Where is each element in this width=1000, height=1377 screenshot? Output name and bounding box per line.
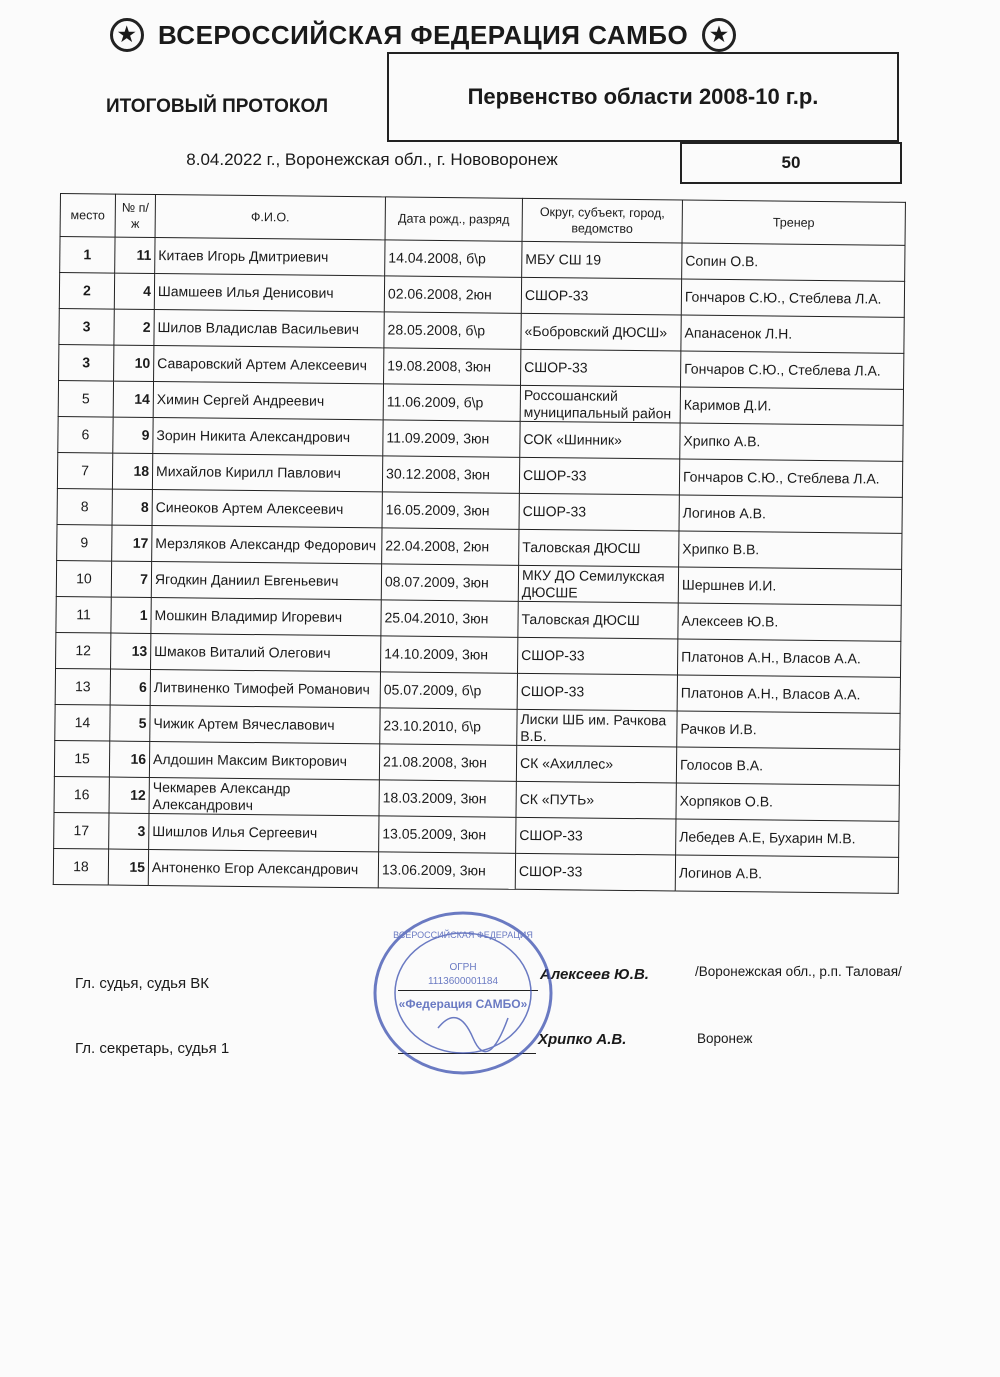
coach-cell: Логинов А.В.: [675, 855, 898, 893]
coach-cell: Гончаров С.Ю., Стеблева Л.А.: [681, 351, 904, 389]
chief-judge-name: Алексеев Ю.В.: [540, 966, 649, 983]
place-cell: 7: [57, 452, 112, 489]
organization-cell: Таловская ДЮСШ: [518, 601, 678, 639]
coach-cell: Хрипко А.В.: [680, 423, 903, 461]
place-cell: 15: [54, 740, 109, 777]
star-badge-icon: ★: [702, 18, 736, 52]
birth-rank-cell: 23.10.2010, б\р: [380, 708, 517, 745]
place-cell: 3: [59, 344, 114, 381]
athlete-name-cell: Шишлов Илья Сергеевич: [149, 813, 379, 851]
col-header-coach: Тренер: [682, 200, 905, 245]
participant-number-cell: 5: [110, 705, 150, 741]
athlete-name-cell: Саваровский Артем Алексеевич: [154, 345, 384, 383]
place-cell: 11: [56, 596, 111, 633]
event-title-box: [387, 52, 899, 142]
col-header-place: место: [60, 194, 115, 238]
organization-cell: СШОР-33: [515, 853, 675, 891]
athlete-name-cell: Чекмарев Александр Александрович: [149, 777, 379, 815]
athlete-name-cell: Алдошин Максим Викторович: [149, 741, 379, 779]
birth-rank-cell: 19.08.2008, 3юн: [384, 348, 521, 385]
athlete-name-cell: Михайлов Кирилл Павлович: [152, 453, 382, 491]
participant-number-cell: 7: [111, 561, 151, 597]
stamp-ogrn: 1113600001184: [427, 976, 499, 987]
participant-number-cell: 13: [111, 633, 151, 669]
participant-number-cell: 18: [112, 453, 152, 489]
birth-rank-cell: 14.04.2008, б\р: [385, 240, 522, 277]
participant-number-cell: 8: [112, 489, 152, 525]
participant-number-cell: 4: [114, 273, 154, 309]
coach-cell: Гончаров С.Ю., Стеблева Л.А.: [679, 459, 902, 497]
birth-rank-cell: 30.12.2008, 3юн: [382, 456, 519, 493]
chief-judge-label: Гл. судья, судья ВК: [75, 975, 209, 992]
coach-cell: Алексеев Ю.В.: [678, 603, 901, 641]
organization-cell: СШОР-33: [521, 349, 681, 387]
place-cell: 16: [54, 776, 109, 813]
coach-cell: Платонов А.Н., Власов А.А.: [677, 639, 900, 677]
participant-number-cell: 17: [112, 525, 152, 561]
athlete-name-cell: Шамшеев Илья Денисович: [154, 273, 384, 311]
organization-cell: СШОР-33: [519, 493, 679, 531]
coach-cell: Каримов Д.И.: [680, 387, 903, 425]
birth-rank-cell: 11.06.2009, б\р: [383, 384, 520, 421]
place-cell: 6: [58, 416, 113, 453]
organization-cell: СШОР-33: [516, 817, 676, 855]
athlete-name-cell: Антоненко Егор Александрович: [148, 849, 378, 887]
organization-cell: СШОР-33: [519, 457, 679, 495]
results-table: [53, 193, 906, 894]
coach-cell: Голосов В.А.: [676, 747, 899, 785]
birth-rank-cell: 14.10.2009, 3юн: [381, 636, 518, 673]
participant-number-cell: 14: [113, 381, 153, 417]
place-cell: 2: [59, 273, 114, 310]
place-cell: 1: [60, 237, 115, 274]
athlete-name-cell: Чижик Артем Вячеславович: [150, 705, 380, 743]
coach-cell: Лебедев А.Е, Бухарин М.В.: [676, 819, 899, 857]
place-cell: 10: [56, 560, 111, 597]
organization-cell: СШОР-33: [521, 277, 681, 315]
stamp-top: ВСЕРОССИЙСКАЯ ФЕДЕРАЦИЯ: [393, 930, 533, 940]
federation-title: ВСЕРОССИЙСКАЯ ФЕДЕРАЦИЯ САМБО: [158, 19, 689, 50]
organization-cell: «Бобровский ДЮСШ»: [521, 313, 681, 351]
birth-rank-cell: 22.04.2008, 2юн: [382, 528, 519, 565]
organization-cell: МКУ ДО Семилукская ДЮСШЕ: [518, 565, 678, 603]
birth-rank-cell: 21.08.2008, 3юн: [379, 744, 516, 781]
participant-number-cell: 15: [108, 849, 148, 885]
organization-cell: Россошанский муниципальный район: [520, 385, 680, 423]
place-cell: 5: [58, 380, 113, 417]
birth-rank-cell: 11.09.2009, 3юн: [383, 420, 520, 457]
organization-cell: СШОР-33: [517, 673, 677, 711]
organization-cell: СШОР-33: [517, 637, 677, 675]
stamp-ogrn-label: ОГРН: [449, 962, 477, 973]
athlete-name-cell: Шилов Владислав Васильевич: [154, 309, 384, 347]
birth-rank-cell: 28.05.2008, б\р: [384, 312, 521, 349]
birth-rank-cell: 25.04.2010, 3юн: [381, 600, 518, 637]
place-cell: 17: [54, 812, 109, 849]
birth-rank-cell: 13.06.2009, 3юн: [378, 852, 515, 889]
place-cell: 13: [55, 668, 110, 705]
participant-number-cell: 1: [111, 597, 151, 633]
place-cell: 18: [53, 848, 108, 885]
athlete-name-cell: Мошкин Владимир Игоревич: [151, 597, 381, 635]
coach-cell: Апанасенок Л.Н.: [681, 315, 904, 353]
place-cell: 14: [55, 704, 110, 741]
chief-secretary-label: Гл. секретарь, судья 1: [75, 1040, 230, 1057]
birth-rank-cell: 13.05.2009, 3юн: [379, 816, 516, 853]
birth-rank-cell: 16.05.2009, 3юн: [382, 492, 519, 529]
coach-cell: Шершнев И.И.: [678, 567, 901, 605]
coach-cell: Логинов А.В.: [679, 495, 902, 533]
athlete-name-cell: Мерзляков Александр Федорович: [152, 525, 382, 563]
col-header-name: Ф.И.О.: [155, 195, 385, 240]
athlete-name-cell: Синеоков Артем Алексеевич: [152, 489, 382, 527]
athlete-name-cell: Ягодкин Даниил Евгеньевич: [151, 561, 381, 599]
birth-rank-cell: 02.06.2008, 2юн: [384, 276, 521, 313]
organization-cell: МБУ СШ 19: [522, 241, 682, 279]
place-cell: 9: [57, 524, 112, 561]
federation-header: [110, 18, 870, 52]
signature-scribble: [438, 1018, 508, 1052]
coach-cell: Гончаров С.Ю., Стеблева Л.А.: [681, 279, 904, 317]
place-cell: 3: [59, 308, 114, 345]
col-header-birth: Дата рожд., разряд: [385, 197, 522, 241]
protocol-title: ИТОГОВЫЙ ПРОТОКОЛ: [106, 96, 329, 117]
chief-secretary-name: Хрипко А.В.: [538, 1031, 627, 1048]
venue-date-line: 8.04.2022 г., Воронежская обл., г. Нововоронеж: [186, 150, 558, 169]
stamp-seal-icon: [368, 908, 558, 1078]
athlete-name-cell: Шмаков Виталий Олегович: [151, 633, 381, 671]
participant-number-cell: 16: [109, 741, 149, 777]
place-cell: 12: [56, 632, 111, 669]
event-title: Первенство области 2008-10 г.р.: [467, 84, 819, 109]
organization-cell: СК «Ахиллес»: [516, 745, 676, 783]
weight-category: 50: [781, 153, 801, 172]
col-header-org: Округ, субъект, город, ведомство: [522, 198, 682, 243]
coach-cell: Платонов А.Н., Власов А.А.: [677, 675, 900, 713]
weight-category-box: [680, 142, 902, 184]
coach-cell: Хорпяков О.В.: [676, 783, 899, 821]
organization-cell: Лиски ШБ им. Рачкова В.Б.: [517, 709, 677, 747]
athlete-name-cell: Китаев Игорь Дмитриевич: [155, 237, 385, 275]
participant-number-cell: 10: [114, 345, 154, 381]
athlete-name-cell: Литвиненко Тимофей Романович: [150, 669, 380, 707]
participant-number-cell: 9: [113, 417, 153, 453]
organization-cell: СК «ПУТЬ»: [516, 781, 676, 819]
birth-rank-cell: 05.07.2009, б\р: [380, 672, 517, 709]
coach-cell: Сопин О.В.: [682, 243, 905, 281]
organization-cell: СОК «Шинник»: [520, 421, 680, 459]
birth-rank-cell: 18.03.2009, 3юн: [379, 780, 516, 817]
coach-cell: Хрипко В.В.: [679, 531, 902, 569]
star-badge-icon: ★: [110, 18, 144, 52]
chief-judge-city: /Воронежская обл., р.п. Таловая/: [695, 964, 902, 979]
athlete-name-cell: Зорин Никита Александрович: [153, 417, 383, 455]
athlete-name-cell: Химин Сергей Андреевич: [153, 381, 383, 419]
chief-secretary-city: Воронеж: [697, 1031, 753, 1046]
participant-number-cell: 2: [114, 309, 154, 345]
table-row: [53, 848, 898, 893]
participant-number-cell: 6: [110, 669, 150, 705]
col-header-number: № п/ж: [115, 194, 155, 237]
participant-number-cell: 12: [109, 777, 149, 813]
participant-number-cell: 3: [109, 813, 149, 849]
organization-cell: Таловская ДЮСШ: [519, 529, 679, 567]
place-cell: 8: [57, 488, 112, 525]
coach-cell: Рачков И.В.: [677, 711, 900, 749]
participant-number-cell: 11: [115, 237, 155, 273]
stamp-center: «Федерация САМБО»: [398, 997, 528, 1011]
birth-rank-cell: 08.07.2009, 3юн: [381, 564, 518, 601]
